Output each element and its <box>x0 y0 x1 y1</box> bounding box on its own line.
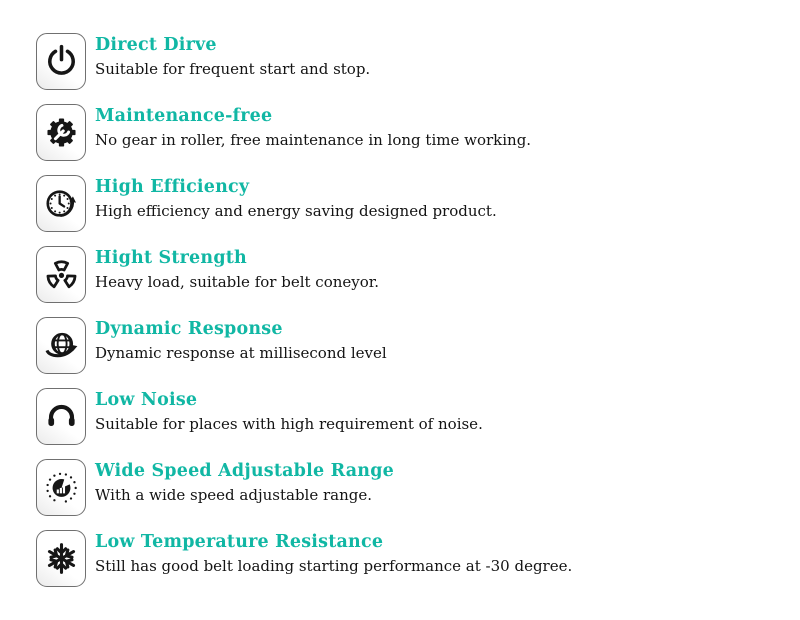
feature-description: No gear in roller, free maintenance in long time working. <box>95 131 532 149</box>
feature-text <box>95 104 531 161</box>
feature-item <box>36 388 596 445</box>
speed-dial-icon <box>36 459 86 516</box>
feature-item <box>36 33 596 90</box>
feature-item <box>36 459 596 516</box>
feature-description: Suitable for places with high requirement of noise. <box>95 415 483 433</box>
globe-orbit-icon <box>36 317 86 374</box>
feature-item <box>36 175 596 232</box>
feature-title: Hight Strength <box>95 248 247 268</box>
feature-description: Suitable for frequent start and stop. <box>95 60 371 78</box>
feature-title: Wide Speed Adjustable Range <box>95 461 394 481</box>
feature-item <box>36 530 596 587</box>
power-icon <box>36 33 86 90</box>
feature-item <box>36 104 596 161</box>
feature-title: High Efficiency <box>95 177 250 197</box>
feature-text <box>95 388 483 445</box>
feature-title: Dynamic Response <box>95 319 283 339</box>
feature-text <box>95 530 572 587</box>
feature-item <box>36 246 596 303</box>
feature-title: Low Temperature Resistance <box>95 532 384 552</box>
feature-description: Dynamic response at millisecond level <box>95 344 387 362</box>
clock-refresh-icon <box>36 175 86 232</box>
feature-text <box>95 246 379 303</box>
feature-description: High efficiency and energy saving designed product. <box>95 202 497 220</box>
feature-text <box>95 33 370 90</box>
feature-text <box>95 459 394 516</box>
feature-description: With a wide speed adjustable range. <box>95 486 373 504</box>
feature-text <box>95 175 497 232</box>
feature-title: Maintenance-free <box>95 106 273 126</box>
feature-title: Direct Dirve <box>95 35 217 55</box>
headphones-icon <box>36 388 86 445</box>
feature-text <box>95 317 387 374</box>
feature-description: Heavy load, suitable for belt coneyor. <box>95 273 380 291</box>
gear-wrench-icon <box>36 104 86 161</box>
feature-description: Still has good belt loading starting performance at -30 degree. <box>95 557 573 575</box>
radiation-icon <box>36 246 86 303</box>
snowflake-icon <box>36 530 86 587</box>
feature-title: Low Noise <box>95 390 198 410</box>
feature-list <box>36 33 596 601</box>
feature-item <box>36 317 596 374</box>
